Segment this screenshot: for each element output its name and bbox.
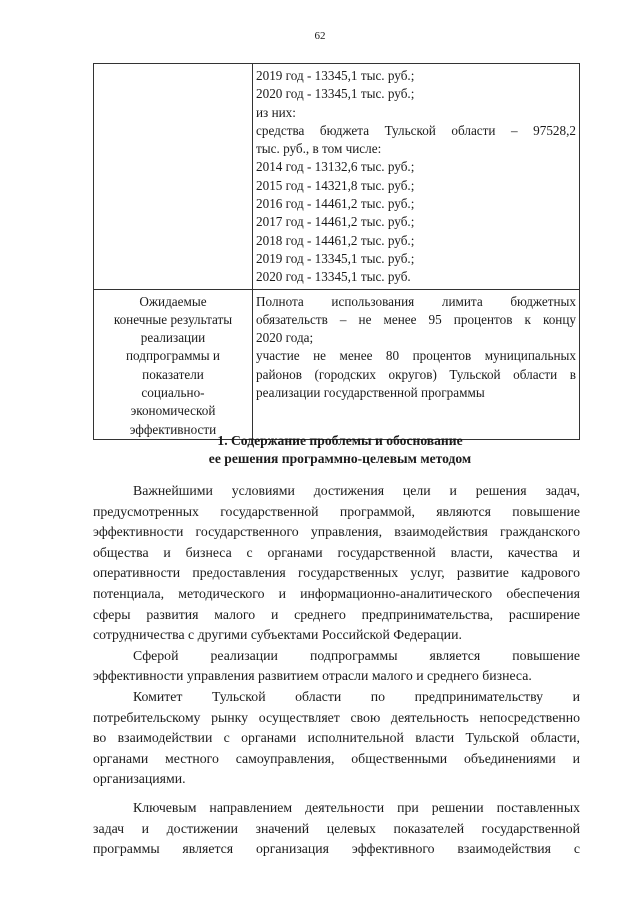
paragraph-line: эффективности государственного управления, взаимодействия гражданского <box>93 524 580 540</box>
funding-line: 2019 год - 13345,1 тыс. руб.; <box>256 250 415 266</box>
paragraph-line: Ключевым направлением деятельности при решении поставленных <box>133 799 580 815</box>
funding-line: 2015 год - 14321,8 тыс. руб.; <box>256 177 415 193</box>
section-heading <box>60 432 620 468</box>
paragraph-line: сотрудничества с другими субъектами Российской Федерации. <box>93 627 462 643</box>
result-line: реализации государственной программы <box>256 385 485 401</box>
label-line: экономической <box>130 403 216 419</box>
paragraph-line: программы является организация эффективного взаимодействия с <box>93 841 580 857</box>
paragraph-line: Комитет Тульской области по предпринимательству и <box>133 688 580 704</box>
funding-line: 2018 год - 14461,2 тыс. руб.; <box>256 232 415 248</box>
result-line: районов (городских округов) Тульской области в <box>256 366 576 382</box>
funding-line: 2019 год - 13345,1 тыс. руб.; <box>256 68 415 83</box>
table-row <box>94 289 580 439</box>
paragraph-line: организациями. <box>93 771 186 787</box>
paragraph-line: сферы развития малого и среднего предпринимательства, расширение <box>93 606 580 622</box>
funding-line: средства бюджета Тульской области – 97528,2 <box>256 122 576 138</box>
section-heading-line: ее решения программно-целевым методом <box>208 451 472 466</box>
table-cell-label <box>94 289 253 439</box>
label-line: реализации <box>140 330 206 346</box>
paragraph-line: во взаимодействии с органами исполнительной власти Тульской области, <box>93 730 580 746</box>
paragraph-line: потенциала, методического и информационно-аналитического обеспечения <box>93 585 580 601</box>
table-cell-results <box>253 289 580 439</box>
table-cell-funding <box>253 64 580 290</box>
paragraph-line: Сферой реализации подпрограммы является повышение <box>133 647 580 663</box>
paragraph-line: эффективности управления развитием отрасли малого и среднего бизнеса. <box>93 668 532 684</box>
paragraph-line: оперативности предоставления государственных услуг, развитие кадрового <box>93 565 580 581</box>
label-line: эффективности <box>129 421 217 437</box>
section-heading-line: 1. Содержание проблемы и обоснование <box>217 433 463 448</box>
paragraph-line: Важнейшими условиями достижения цели и решения задач, <box>133 483 580 498</box>
funding-line: 2020 год - 13345,1 тыс. руб. <box>256 269 411 285</box>
paragraph-line: предусмотренных государственной программой, являются повышение <box>93 503 580 519</box>
result-line: обязательств – не менее 95 процентов к концу <box>256 311 576 327</box>
result-line: Полнота использования лимита бюджетных <box>256 293 576 309</box>
paragraph <box>93 646 580 687</box>
funding-line: 2014 год - 13132,6 тыс. руб.; <box>256 159 415 175</box>
label-line: подпрограммы и <box>126 348 220 364</box>
result-line: 2020 года; <box>256 330 314 346</box>
paragraph-gap <box>93 790 580 798</box>
paragraph <box>93 798 580 860</box>
paragraph-line: общества и бизнеса с органами государственной власти, качества и <box>93 544 580 560</box>
funding-line: 2016 год - 14461,2 тыс. руб.; <box>256 196 415 212</box>
result-line: участие не менее 80 процентов муниципальных <box>256 348 576 364</box>
table-cell-label <box>94 64 253 290</box>
paragraph-line: задач и достижении значений целевых показателей государственной <box>93 820 580 836</box>
paragraph-line: органами местного самоуправления, общественными объединениями и <box>93 750 580 766</box>
paragraph <box>93 481 580 646</box>
label-line: социально- <box>141 385 205 401</box>
page-number: 62 <box>314 30 326 42</box>
paragraph <box>93 687 580 790</box>
label-line: конечные результаты <box>113 311 233 327</box>
funding-line: тыс. руб., в том числе: <box>256 141 382 157</box>
label-line: Ожидаемые <box>139 293 207 309</box>
label-line: показатели <box>142 366 204 382</box>
funding-line: из них: <box>256 104 296 120</box>
paragraph-line: потребительскому рынку осуществляет свою деятельность непосредственно <box>93 709 580 725</box>
funding-line: 2017 год - 14461,2 тыс. руб.; <box>256 214 415 230</box>
body-text <box>93 481 580 860</box>
table-row <box>94 64 580 290</box>
funding-line: 2020 год - 13345,1 тыс. руб.; <box>256 86 415 102</box>
passport-table <box>93 63 580 440</box>
